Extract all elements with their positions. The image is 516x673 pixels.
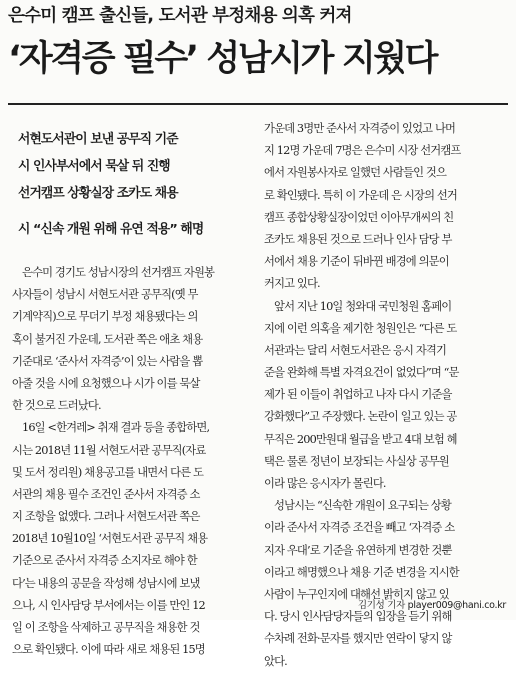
body-text-line: 지 조항을 없앴다. 그러나 서현도서관 쪽은 bbox=[12, 510, 200, 524]
article-headline: ‘자격증 필수’ 성남시가 지웠다 bbox=[8, 39, 437, 79]
body-text-line: 았다. bbox=[264, 654, 287, 668]
body-text-line: 강화했다”고 주장했다. 논란이 일고 있는 공 bbox=[264, 410, 457, 424]
body-text-line: 기준대로 ‘준사서 자격증’이 있는 사람을 뽑 bbox=[12, 354, 203, 368]
body-text-line: 사자들이 성남시 서현도서관 공무직(옛 무 bbox=[12, 288, 198, 302]
body-text-line: 성남시는 “신속한 개원이 요구되는 상황 bbox=[274, 499, 451, 513]
body-text-line: 캠프 종합상황실장이었던 이아무개씨의 친 bbox=[264, 210, 454, 224]
body-text-line: 다. 당시 인사담당자들의 입장을 듣기 위해 bbox=[264, 610, 452, 624]
body-text-line: 서관과는 달리 서현도서관은 응시 자격기 bbox=[264, 343, 447, 357]
body-text-line: 가운데 3명만 준사서 자격증이 있었고 나머 bbox=[264, 122, 456, 135]
body-text-line: 은수미 경기도 성남시장의 선거캠프 자원봉 bbox=[22, 266, 215, 279]
body-text-line: 기계약직)으로 무더기 부정 채용됐다는 의 bbox=[12, 310, 198, 324]
body-column-right bbox=[264, 118, 508, 673]
body-text-line: 16일 <한겨레> 취재 결과 등을 종합하면, bbox=[22, 421, 210, 435]
body-text-line: 기준으로 준사서 자격증 소지자로 해야 한 bbox=[12, 554, 197, 568]
body-text-line: 사람이 누구인지에 대해선 밝히지 않고 있 bbox=[264, 587, 449, 601]
body-text-line: 으로 확인됐다. 이에 따라 새로 채용된 15명 bbox=[12, 643, 205, 657]
body-column-left bbox=[12, 262, 248, 661]
body-text-line: 및 도서 정리원) 채용공고를 내면서 다른 도 bbox=[12, 465, 204, 479]
byline: 김기성 기자 player009@hani.co.kr bbox=[357, 600, 506, 611]
body-text-line: 지자 우대’로 기준을 유연하게 변경한 것뿐 bbox=[264, 543, 452, 557]
body-text-line: 아줄 것을 시에 요청했으나 시가 이를 묵살 bbox=[12, 376, 200, 390]
subheadings bbox=[18, 126, 248, 241]
body-text-line: 준을 완화해 특별 자격요건이 없었다”며 “문 bbox=[264, 366, 459, 380]
body-text-line: 앞서 지난 10일 청와대 국민청원 홈페이 bbox=[274, 299, 452, 313]
body-text-line: 에서 자원봉사자로 일했던 사람들인 것으 bbox=[264, 166, 447, 180]
body-text-line: 혹이 불거진 가운데, 도서관 쪽은 애초 채용 bbox=[12, 332, 203, 346]
body-text-line: 시는 2018년 11월 서현도서관 공무직(자료 bbox=[12, 443, 206, 457]
body-text-line: 이라고 해명했으나 채용 기준 변경을 지시한 bbox=[264, 565, 459, 579]
body-text-line: 이라 많은 응시자가 몰린다. bbox=[264, 477, 386, 490]
body-text-line: 무직은 200만원대 월급을 받고 4대 보험 혜 bbox=[264, 432, 457, 446]
body-text-line: 지에 이런 의혹을 제기한 청원인은 “다른 도 bbox=[264, 321, 457, 335]
subheading: 시 인사부서에서 묵살 뒤 진행 bbox=[18, 159, 170, 174]
body-text-line: 로 확인됐다. 특히 이 가운데 은 시장의 선거 bbox=[264, 188, 457, 202]
body-text-line: 서에서 채용 기준이 뒤바뀐 배경에 의문이 bbox=[264, 255, 449, 269]
subheading: 서현도서관이 보낸 공무직 기준 bbox=[18, 132, 178, 147]
body-text-line: 한 것으로 드러났다. bbox=[12, 399, 101, 413]
body-text-line: 일 이 조항을 삭제하고 공무직을 채용한 것 bbox=[12, 621, 200, 634]
body-text-line: 다’는 내용의 공문을 작성해 성남시에 보냈 bbox=[12, 576, 200, 590]
body-text-line: 이라 준사서 자격증 조건을 빼고 ‘자격증 소 bbox=[264, 521, 455, 535]
body-text-line: 제가 된 이들이 취업하고 나자 다시 기준을 bbox=[264, 388, 452, 402]
body-text-line: 서관의 채용 필수 조건인 준사서 자격증 소 bbox=[12, 487, 200, 501]
body-text-line: 2018년 10월10일 ‘서현도서관 공무직 채용 bbox=[12, 532, 208, 546]
subheading-note: 시 “신속 개원 위해 유연 적용” 해명 bbox=[18, 222, 204, 237]
subheading: 선거캠프 상황실장 조카도 채용 bbox=[18, 186, 178, 201]
body-text-line: 조카도 채용된 것으로 드러나 인사 담당 부 bbox=[264, 232, 452, 246]
article-kicker: 은수미 캠프 출신들, 도서관 부정채용 의혹 커져 bbox=[8, 6, 352, 26]
body-text-line: 지 12명 가운데 7명은 은수미 시장 선거캠프 bbox=[264, 144, 461, 158]
headline-divider bbox=[8, 103, 508, 105]
body-text-line: 커지고 있다. bbox=[264, 277, 320, 291]
body-text-line: 수차례 전화·문자를 했지만 연락이 닿지 않 bbox=[264, 632, 452, 646]
body-text-line: 택은 물론 정년이 보장되는 사실상 공무원 bbox=[264, 454, 449, 468]
body-text-line: 으나, 시 인사담당 부서에서는 이를 만인 12 bbox=[12, 598, 205, 612]
